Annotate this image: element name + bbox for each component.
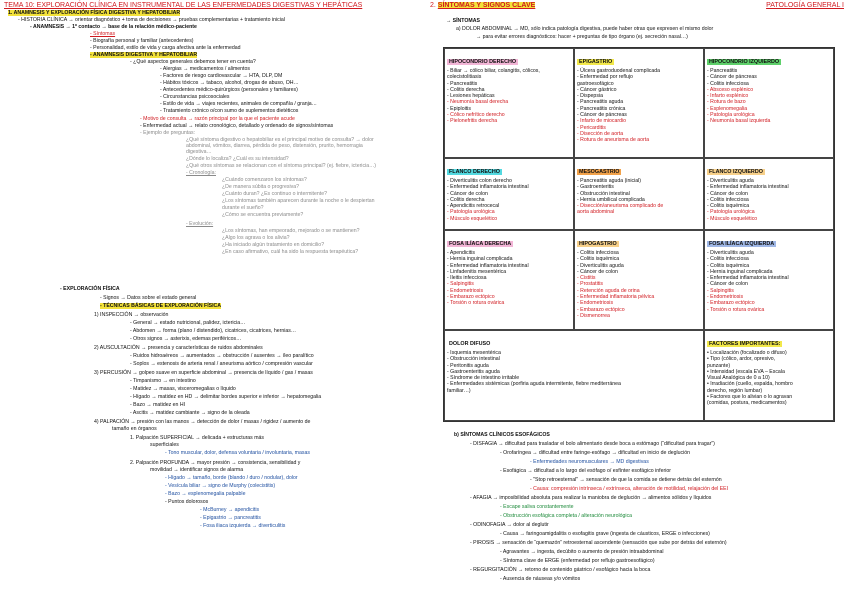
cell-item: - Cáncer de colon <box>707 190 748 197</box>
cell-item: aorta abdominal <box>577 209 615 216</box>
cell-item: - Diverticulitis aguda <box>707 250 754 256</box>
cell-item: - Absceso esplénico <box>707 86 754 93</box>
palp-sup-tono: - Tono muscular, dolor, defensa voluntaria / involuntaria, masas <box>165 450 310 456</box>
palp-profunda-cont: movilidad → identificar signos de alarma <box>150 467 244 473</box>
cell-item: - Diverticulitis colon derecho <box>447 178 512 184</box>
causa-disfagia: - Causa: compresión intrínseca / extrínseca, alteración de motilidad, relajación del EEI <box>530 486 729 492</box>
cell-hipogastrio <box>574 230 704 330</box>
historia-clinica: - HISTORIA CLÍNICA → orientar diagnóstico + toma de decisiones → pruebas complementarias + tratamiento inicial <box>18 17 285 23</box>
perc-timpanismo: - Timpanismo → en intestino <box>130 378 196 384</box>
palp-higado: - Hígado → tamaño, borde (blando / duro / nodular), dolor <box>165 475 298 481</box>
cell-item: - Torsión o rotura ovárica <box>707 306 765 313</box>
puntos-dolorosos: - Puntos dolorosos <box>165 499 209 505</box>
cell-item: - Obstrucción intestinal <box>447 356 500 363</box>
evol-1: ¿Los síntomas, han empeorado, mejorado o se mantienen? <box>222 228 360 234</box>
cell-item: punzante) <box>707 362 731 369</box>
cell-item: - Colitis infecciosa <box>707 196 749 203</box>
cell-item: - Ileitis infecciosa <box>447 275 487 282</box>
cell-item: • Tipo (cólico, ardor, opresivo, <box>707 356 776 363</box>
regurgitacion: - REGURGITACIÓN → retorno de contenido gástrico / esofágico hacia la boca <box>470 567 651 573</box>
esofagicos-title: b) SÍNTOMAS CLÍNICOS ESOFÁGICOS <box>454 432 550 438</box>
section-1-title: 1. ANAMNESIS Y EXPLORACIÓN FÍSICA DIGESTIVA Y HEPATOBILIAR <box>8 10 181 16</box>
cell-item: - Colitis isquémica <box>707 203 750 210</box>
cell-item: - Endometriosis <box>577 300 614 307</box>
cell-item: • Intensidad (escala EVA – Escala <box>707 368 785 375</box>
enfermedad-actual: - Enfermedad actual → relato cronológico, detallado y ordenado de signos/síntomas <box>140 123 334 129</box>
cell-item: - Retención aguda de orina <box>577 287 640 294</box>
dolor-abdominal: a) DOLOR ABDOMINAL → MD, sólo indica patología digestiva, puede haber otras que expresen el mismo dolor <box>456 26 714 32</box>
cell-item: - Embarazo ectópico <box>707 300 755 307</box>
auscultacion: 2) AUSCULTACIÓN → presencia y características de ruidos abdominales <box>94 345 263 351</box>
cell-item: - Diverticulitis aguda <box>577 262 624 269</box>
sintomas-label: → SÍNTOMAS <box>446 18 480 24</box>
cell-item: - Peritonitis aguda <box>447 362 489 369</box>
cell-item: - Embarazo ectópico <box>577 306 625 313</box>
cell-mesogastrio <box>574 158 704 230</box>
cell-item: • Localización (focalizado o difuso) <box>707 350 787 356</box>
evol-4: ¿En caso afirmativo, cuál ha sido la respuesta terapéutica? <box>222 249 359 255</box>
cell-title: HIPOGASTRIO <box>579 241 617 247</box>
cell-item: - Pancreatitis crónica <box>577 105 626 112</box>
disfagia: - DISFAGIA → dificultad para trasladar el bolo alimentario desde boca a estómago (“dificultad para tragar”) <box>470 441 715 447</box>
antecedentes: - Antecedentes médico-quirúrgicos (personales y familiares) <box>160 87 298 93</box>
cell-item: - Gastroenteritis aguda <box>447 368 500 375</box>
cell-item: - Diverticulitis aguda <box>707 178 754 184</box>
cell-hipocondrio-derecho <box>444 48 574 158</box>
palp-vesicula: - Vesícula biliar → signo de Murphy (colecistitis) <box>165 483 276 489</box>
regurgitacion-ausencia: - Ausencia de náuseas y/o vómitos <box>500 576 581 582</box>
cell-item: - Disección/aneurisma complicado de <box>577 203 664 210</box>
palp-profunda: 2. Palpación PROFUNDA → mayor presión → consistencia, sensibilidad y <box>130 460 301 466</box>
cell-item: - Hernia umbilical complicada <box>577 196 645 203</box>
cell-item: - Biliar → cólico biliar, colangitis, cólicos, <box>447 68 540 74</box>
cell-item: - Patología urológica <box>447 209 495 216</box>
motivo-consulta: - Motivo de consulta → razón principal por la que el paciente acude <box>140 116 295 122</box>
cell-item: - Apendicitis retrocecal <box>447 203 500 210</box>
pregunta-1b: abdominal, vómitos, diarrea, pérdida de peso, distensión, prurito, hemorragia <box>186 143 363 149</box>
personalidad: - Personalidad, estilo de vida y carga afectiva ante la enfermedad <box>90 45 241 51</box>
crono-3: ¿Cuánto duran? ¿Es continuo o intermitente? <box>222 191 327 197</box>
pirosis-agravantes: - Agravantes → ingesta, decúbito o aumento de presión intraabdominal <box>500 549 664 555</box>
cell-item: - Colitis derecha <box>447 86 485 93</box>
cell-title: FOSA ILÍACA DERECHA <box>449 241 512 247</box>
palpacion-cont: tamaño en órganos <box>112 426 157 432</box>
cell-item: familiar…) <box>447 387 471 394</box>
right-header <box>426 0 848 11</box>
cell-item: - Cáncer de colon <box>707 281 748 288</box>
cell-title: DOLOR DIFUSO <box>449 341 491 347</box>
cell-item: - Rotura de aneurisma de aorta <box>577 137 650 144</box>
insp-abdomen: - Abdomen → forma (plano / distendido), cicatrices, cicatrices, hernias… <box>130 328 297 334</box>
cell-title: MESOGASTRIO <box>579 169 620 175</box>
pregunta-3: ¿Qué otros síntomas se relacionan con el síntoma principal? (ej. fiebre, ictericia…) <box>186 163 377 169</box>
cell-item: - Rotura de bazo <box>707 99 746 106</box>
ausc-ruidos: - Ruidos hidroaéreos → aumentados → obstrucción / ausentes → íleo paralítico <box>130 353 314 359</box>
epigastrio: - Epigastrio → pancreatitis <box>200 515 261 521</box>
cell-item: - Esplenomegalia <box>707 105 748 112</box>
cell-item: - Hernia inguinal complicada <box>447 256 513 263</box>
tratamiento-cronico: - Tratamiento crónico o/con sumo de suplementos dietéticos <box>160 108 299 114</box>
inspeccion: 1) INSPECCIÓN → observación <box>94 312 169 318</box>
cell-item: - Pancreatitis aguda (inicial) <box>577 178 642 184</box>
habitos-toxicos: - Hábitos tóxicos → tabaco, alcohol, drogas de abuso, OH… <box>160 80 299 86</box>
cell-item: - Pielonefritis derecha <box>447 118 498 125</box>
tecnicas-basicas: - TÉCNICAS BÁSICAS DE EXPLORACIÓN FÍSICA <box>100 303 222 309</box>
cell-item: - Patología urológica <box>707 112 755 119</box>
pirosis: - PIROSIS → sensación de “quemazón” retroesternal ascendente (sensación que sube por detrás del esternón) <box>470 540 727 546</box>
anamnesis-digestiva: - ANAMNESIS DIGESTIVA Y HEPATOBILIAR <box>90 52 198 58</box>
palpacion: 4) PALPACIÓN → presión con las manos → detección de dolor / masas / rigidez / aumento de <box>94 419 311 425</box>
cell-item: - Hernia inguinal complicada <box>707 268 773 275</box>
odinofagia: - ODINOFAGIA → dolor al deglutir <box>470 522 549 528</box>
cell-item: - Cólico nefrítico derecho <box>447 112 505 119</box>
alergias: - Alergias → medicamentos / alimentos <box>160 66 250 72</box>
odinofagia-causa: - Causa → faringoamigdalitis o esofagitis grave (ingesta de cáusticos, ERGE o infecciones) <box>500 531 710 537</box>
cell-item: - Linfadenitis mesentérica <box>447 268 507 275</box>
ejemplo-preguntas: - Ejemplo de preguntas: <box>140 130 196 136</box>
exploracion-fisica: - EXPLORACIÓN FÍSICA <box>60 286 120 292</box>
signos: - Signos → Datos sobre el estado general <box>100 295 197 301</box>
left-header-title: TEMA 10: EXPLORACIÓN CLÍNICA EN INSTRUMENTAL DE LAS ENFERMEDADES DIGESTIVAS Y HEPÁTICAS <box>4 2 363 9</box>
percusion: 3) PERCUSIÓN → golpeo suave en superficie abdominal → presencia de líquido / gas / masas <box>94 370 313 376</box>
right-header-title: SÍNTOMAS Y SIGNOS CLAVE <box>437 2 536 9</box>
cell-item: - Salpingitis <box>447 281 474 288</box>
cell-title: FLANCO IZQUIERDO <box>709 169 763 175</box>
aspectos-generales: - ¿Qué aspectos generales debemos tener en cuenta? <box>130 59 256 65</box>
estilo-vida: - Estilo de vida → viajes recientes, animales de compañía / granja… <box>160 101 317 107</box>
cell-item: - Colitis infecciosa <box>707 256 749 263</box>
palp-superficial: 1. Palpación SUPERFICIAL → delicada + estructuras más <box>130 435 265 441</box>
cell-item: - Patología urológica <box>707 209 755 216</box>
cell-item: - Pancreatitis <box>707 68 738 74</box>
evol-3: ¿Ha iniciado algún tratamiento en domicilio? <box>222 242 325 248</box>
pregunta-1a: ¿Qué síntoma digestivo o hepatobiliar es el principal motivo de consulta? → dolor <box>186 137 374 143</box>
cell-item: - Músculo esquelético <box>707 215 758 222</box>
cell-item: - Enfermedad inflamatoria pélvica <box>577 294 655 301</box>
crono-4a: ¿Los síntomas también aparecen durante la noche o le despiertan <box>222 198 375 204</box>
cell-title: FOSA ILÍACA IZQUIERDA <box>709 241 775 247</box>
cell-item: - Músculo esquelético <box>447 215 498 222</box>
pain-region-grid <box>443 47 835 422</box>
perc-ascitis: - Ascitis → matidez cambiante → signo de la oleada <box>130 410 250 416</box>
cell-item: (comidas, postura, medicamentos) <box>707 400 787 407</box>
cell-title: FLANCO DERECHO <box>449 169 500 175</box>
cell-item: - Dispepsia <box>577 93 603 100</box>
cell-item: - Pancreatitis aguda <box>577 99 624 106</box>
perc-higado: - Hígado → matidez en HD → delimitar bordes superior e inferior → hepatomegalia <box>130 394 322 400</box>
cell-title: FACTORES IMPORTANTES: <box>709 341 781 347</box>
cell-item: - Obstrucción intestinal <box>577 190 630 197</box>
cell-fosa-iliaca-izquierda <box>704 230 834 330</box>
cell-epigastrio <box>574 48 704 158</box>
palp-bazo: - Bazo → esplenomegalia palpable <box>165 491 246 497</box>
perc-matidez: - Matidez → masas, visceromegalias o líquido <box>130 386 236 392</box>
cell-item: colecistolitiasis <box>447 74 482 81</box>
dolor-abdominal-cont: → para evitar errores diagnósticos: hacer + preguntas de tipo órgano (ej. secreción nasal…) <box>476 34 688 40</box>
cell-item: Visual Analógica de 0 a 10) <box>707 375 770 382</box>
cell-item: - Enfermedad inflamatoria intestinal <box>707 184 789 191</box>
cell-item: - Colitis infecciosa <box>707 80 749 87</box>
cell-item: derecho, región lumbar) <box>707 387 763 394</box>
cell-fosa-iliaca-derecha <box>444 230 574 330</box>
afagia-obstruccion: - Obstrucción esofágica completa / alteración neurológica <box>500 513 633 519</box>
pregunta-2: ¿Dónde lo localiza? ¿Cuál es su intensidad? <box>186 156 289 162</box>
mcburney: - McBurney → apendicitis <box>200 507 260 513</box>
cell-item: - Torsión o rotura ovárica <box>447 300 505 307</box>
cell-flanco-derecho <box>444 158 574 230</box>
cell-item: - Cistitis <box>577 275 596 282</box>
cell-item: - Endometriosis <box>707 294 744 301</box>
cell-item: - Pancreatitis <box>447 80 478 87</box>
cell-title: HIPOCONDRIO IZQUIERDO <box>709 59 780 65</box>
right-header-num: 2. <box>430 2 436 9</box>
esofagica: - Esofágica → dificultad a lo largo del esófago o/ esfínter esofágico inferior <box>500 468 671 474</box>
cell-title: EPIGASTRIO <box>579 59 613 65</box>
insp-otros: - Otros signos → asterixis, edemas periféricos… <box>130 336 242 342</box>
cell-item: - Colitis isquémica <box>577 256 620 263</box>
cell-item: - Enfermedad inflamatoria intestinal <box>447 262 529 269</box>
cell-item: - Cáncer de colon <box>447 190 488 197</box>
cell-item: - Úlcera gastroduodenal complicada <box>577 68 661 74</box>
afagia-saliva: - Escape saliva constantemente <box>500 504 574 510</box>
crono-2: ¿De manera súbita o progresiva? <box>222 184 299 190</box>
cell-factores-importantes <box>704 330 834 421</box>
cell-item: - Endometriosis <box>447 287 484 294</box>
evolucion: - Evolución: <box>186 221 214 227</box>
anamnesis: - ANAMNESIS → 1º contacto → base de la relación médico-paciente <box>30 24 197 30</box>
cell-item: - Cáncer de páncreas <box>577 112 627 119</box>
cell-item: - Neumonía basal izquierda <box>707 118 771 125</box>
cell-hipocondrio-izquierdo <box>704 48 834 158</box>
neuromusculares: - Enfermedades neuromusculares → MD digestivas <box>530 459 649 465</box>
cell-item: - Infarto de miocardio <box>577 118 627 125</box>
cell-item: • Irradiación (cuello, espalda, hombro <box>707 381 793 388</box>
right-header-left <box>430 2 535 11</box>
cell-item: - Cáncer de colon <box>577 268 618 275</box>
cell-item: - Colitis infecciosa <box>577 250 619 256</box>
perc-bazo: - Bazo → matidez en HI <box>130 402 186 408</box>
cell-item: - Disección de aorta <box>577 130 624 137</box>
cell-item: - Colitis derecha <box>447 196 485 203</box>
biografia: - Biografía personal y familiar (antecedentes) <box>90 38 194 44</box>
cell-item: - Embarazo ectópico <box>447 294 495 301</box>
pregunta-1c: digestiva… <box>186 149 212 155</box>
pirosis-erge: - Síntoma clave de ERGE (enfermedad por reflujo gastroesofágico) <box>500 558 655 564</box>
cell-item: - Colitis isquémica <box>707 262 750 269</box>
cell-item: - Salpingitis <box>707 287 734 294</box>
cell-item: gastroesofágico <box>577 80 614 87</box>
circunstancias: - Circunstancias psicosociales <box>160 94 230 100</box>
orofaringea: - Orofaríngea → dificultad entre faringe-esófago → dificultad en inicio de deglución <box>500 450 691 456</box>
cell-item: - Síndrome de intestino irritable <box>447 375 520 382</box>
cell-item: - Gastroenteritis <box>577 184 614 191</box>
cell-item: - Pericarditis <box>577 124 606 131</box>
cell-item: - Prostatitis <box>577 281 603 288</box>
crono-1: ¿Cuándo comenzaron los síntomas? <box>222 177 307 183</box>
stop-retroesternal: - "Stop retroesternal" → sensación de que la comida se detiene detrás del esternón <box>530 477 722 483</box>
cell-item: - Cáncer gástrico <box>577 86 617 93</box>
cell-title: HIPOCONDRIO DERECHO <box>449 59 517 65</box>
cell-item: - Isquemia mesentérica <box>447 350 501 356</box>
palp-superficial-cont: superficiales <box>150 442 179 448</box>
cell-flanco-izquierdo <box>704 158 834 230</box>
fosa-iliaca: - Fosa iliaca izquierda → diverticulitis <box>200 523 286 529</box>
cell-dolor-difuso <box>444 330 704 421</box>
cell-item: - Apendicitis <box>447 250 475 256</box>
insp-general: - General → estado nutricional, palidez, ictericia… <box>130 320 246 326</box>
cell-item: - Neumonía basal derecha <box>447 99 509 106</box>
crono-4b: durante el sueño? <box>222 205 264 211</box>
cell-item: - Epiploitis <box>447 105 471 112</box>
cell-item: - Enfermedades sistémicas (porfiria aguda intermitente, fiebre mediterránea <box>447 381 621 388</box>
cell-item: • Factores que lo alivian o lo agravan <box>707 394 793 401</box>
factores-riesgo: - Factores de riesgo cardiovascular → HTA, DLP, DM <box>160 73 283 79</box>
ausc-soplos: - Soplos → estenosis de arteria renal / aneurisma aórtico / compresión vascular <box>130 361 313 367</box>
cell-item: - Infarto esplénico <box>707 93 749 100</box>
right-header-subject: PATOLOGÍA GENERAL I <box>766 2 844 9</box>
afagia: - AFAGIA → imposibilidad absoluta para realizar la maniobra de deglución → alimentos sólidos y líquidos <box>470 495 712 501</box>
crono-5: ¿Cómo se encuentra previamente? <box>222 212 304 218</box>
cell-item: - Dismenorrea <box>577 312 610 319</box>
cell-item: - Enfermedad inflamatoria intestinal <box>447 184 529 191</box>
cell-item: - Lesiones hepáticas <box>447 93 495 100</box>
cell-item: - Enfermedad por reflujo <box>577 74 633 81</box>
cell-item: - Cáncer de páncreas <box>707 74 757 81</box>
sintomas: - Síntomas <box>90 31 116 37</box>
cronologia: - Cronología: <box>186 170 216 176</box>
cell-item: - Enfermedad inflamatoria intestinal <box>707 275 789 282</box>
evol-2: ¿Algo los agrava o los alivia? <box>222 235 290 241</box>
